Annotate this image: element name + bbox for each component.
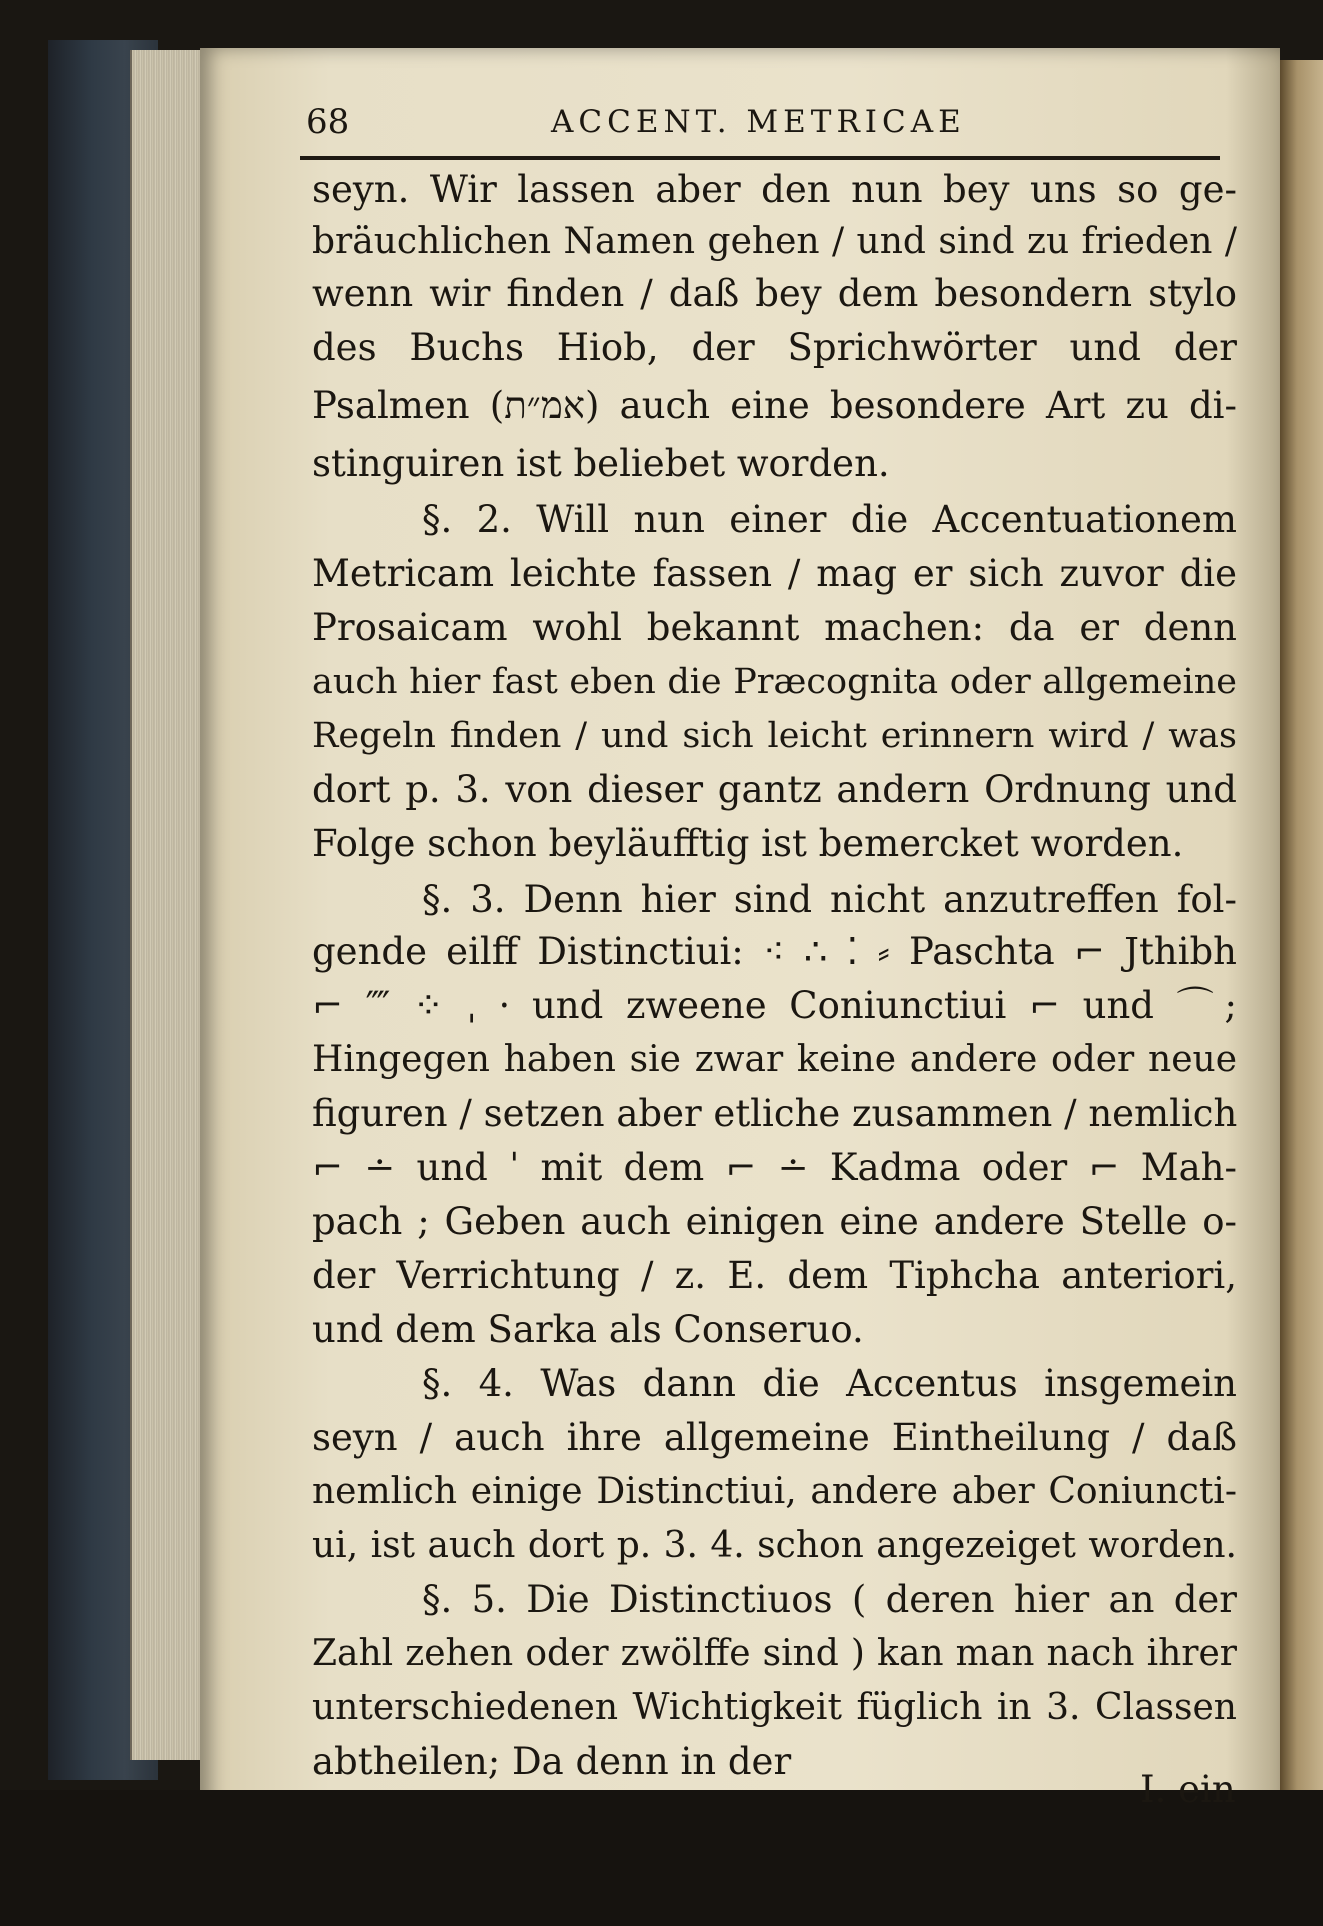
text-line: abtheilen; Da denn in der xyxy=(312,1740,792,1783)
text-line: Folge schon beyläufftig ist bemercket worden. xyxy=(312,822,1184,865)
text-line: ⌐ ∸ und ˈ mit dem ⌐ ∸ Kadma oder ⌐ Mah- xyxy=(312,1146,1237,1189)
text-line: gende eilff Distinctiui: ⁖ ∴ ⁚ ⸗ Paschta ⌐ Jthibh xyxy=(312,930,1237,973)
text-line: pach ; Geben auch einigen eine andere Stelle o- xyxy=(312,1200,1237,1243)
page-number: 68 xyxy=(306,102,350,142)
text-line: ui, ist auch dort p. 3. 4. schon angezeiget worden. xyxy=(312,1525,1237,1566)
text-line: wenn wir finden / daß bey dem besondern stylo xyxy=(312,272,1237,315)
text-line: stinguiren ist beliebet worden. xyxy=(312,442,890,485)
text-line: figuren / setzen aber etliche zusammen / nemlich xyxy=(312,1092,1238,1135)
text-line: §. 3. Denn hier sind nicht anzutreffen fol- xyxy=(422,878,1237,921)
text-line: §. 2. Will nun einer die Accentuationem xyxy=(422,498,1237,541)
text-line: dort p. 3. von dieser gantz andern Ordnung und xyxy=(312,768,1237,811)
running-title: ACCENT. METRICAE xyxy=(551,104,966,140)
text-line: Hingegen haben sie zwar keine andere oder neue xyxy=(312,1039,1237,1080)
text-line: der Verrichtung / z. E. dem Tiphcha anteriori, xyxy=(312,1254,1237,1297)
text-line: seyn. Wir lassen aber den nun bey uns so ge- xyxy=(312,168,1237,211)
text-line: §. 4. Was dann die Accentus insgemein xyxy=(422,1362,1237,1405)
text-line: §. 5. Die Distinctiuos ( deren hier an der xyxy=(422,1578,1237,1621)
text-line: Zahl zehen oder zwölffe sind ) kan man nach ihrer xyxy=(312,1633,1237,1674)
text-line: unterschiedenen Wichtigkeit füglich in 3. Classen xyxy=(312,1687,1237,1728)
text-line: und dem Sarka als Conseruo. xyxy=(312,1308,864,1351)
text-line: Psalmen (אמ״ת) auch eine besondere Art zu di- xyxy=(312,384,1237,427)
text-line: Regeln finden / und sich leicht erinnern wird / was xyxy=(312,716,1237,756)
header-rule xyxy=(300,156,1220,160)
text-line: Prosaicam wohl bekannt machen: da er denn xyxy=(312,606,1237,649)
text-line: seyn / auch ihre allgemeine Eintheilung / daß xyxy=(312,1416,1237,1459)
text-line: nemlich einige Distinctiui, andere aber Coniuncti- xyxy=(312,1471,1237,1512)
text-line: ⌐ ⁗ ⁘ ˌ ⸱ und zweene Coniunctiui ⌐ und ⌒; xyxy=(312,984,1237,1027)
page-header xyxy=(306,102,1226,152)
text-line: auch hier fast eben die Præcognita oder allgemeine xyxy=(312,662,1237,702)
catchword: I. ein xyxy=(1140,1768,1236,1811)
text-line: bräuchlichen Namen gehen / und sind zu frieden / xyxy=(312,221,1237,262)
text-line: Metricam leichte fassen / mag er sich zuvor die xyxy=(312,552,1237,595)
text-line: des Buchs Hiob, der Sprichwörter und der xyxy=(312,326,1237,369)
